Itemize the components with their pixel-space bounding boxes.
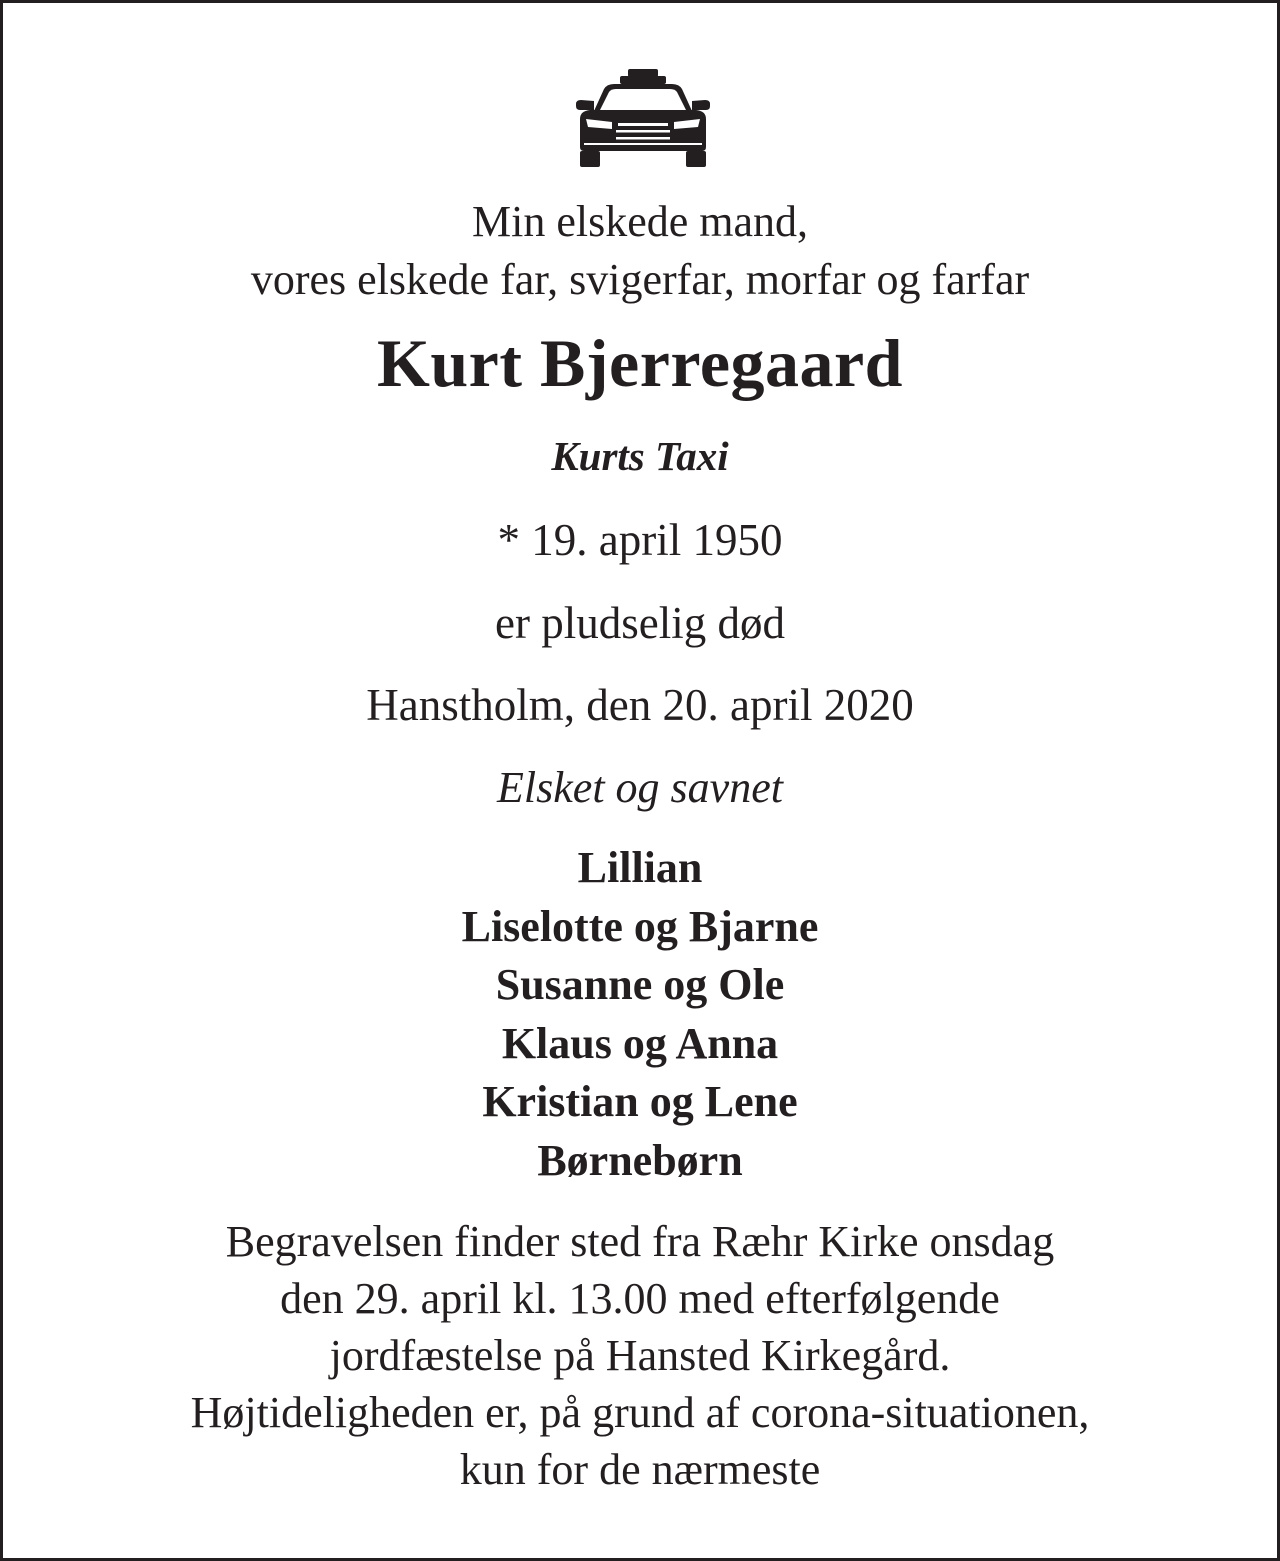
- family-list: [3, 839, 1277, 1190]
- family-member: Lillian: [577, 843, 703, 892]
- tagline: Elsket og savnet: [497, 763, 783, 812]
- place-and-date: Hanstholm, den 20. april 2020: [366, 680, 914, 730]
- family-member: Susanne og Ole: [495, 960, 785, 1009]
- intro-line: vores elskede far, svigerfar, morfar og farfar: [250, 255, 1030, 304]
- intro-line: Min elskede mand,: [471, 197, 809, 246]
- taxi-car-icon: [572, 67, 714, 169]
- funeral-line: den 29. april kl. 13.00 med efterfølgende: [280, 1274, 1000, 1323]
- family-member: Klaus og Anna: [501, 1018, 779, 1068]
- funeral-line: Begravelsen finder sted fra Ræhr Kirke onsdag: [225, 1217, 1055, 1266]
- birth-date: * 19. april 1950: [497, 515, 783, 565]
- funeral-line: jordfæstelse på Hansted Kirkegård.: [329, 1331, 951, 1380]
- family-member: Børnebørn: [537, 1135, 743, 1185]
- family-member: Liselotte og Bjarne: [461, 901, 819, 951]
- funeral-info: [3, 1213, 1277, 1498]
- deceased-nickname: Kurts Taxi: [551, 433, 729, 479]
- family-member: Kristian og Lene: [482, 1077, 798, 1126]
- funeral-line: kun for de nærmeste: [459, 1445, 821, 1494]
- death-statement: er pludselig død: [495, 598, 785, 648]
- funeral-line: Højtideligheden er, på grund af corona-situationen,: [190, 1388, 1090, 1437]
- deceased-name: Kurt Bjerregaard: [376, 325, 904, 401]
- intro-text: [3, 193, 1277, 309]
